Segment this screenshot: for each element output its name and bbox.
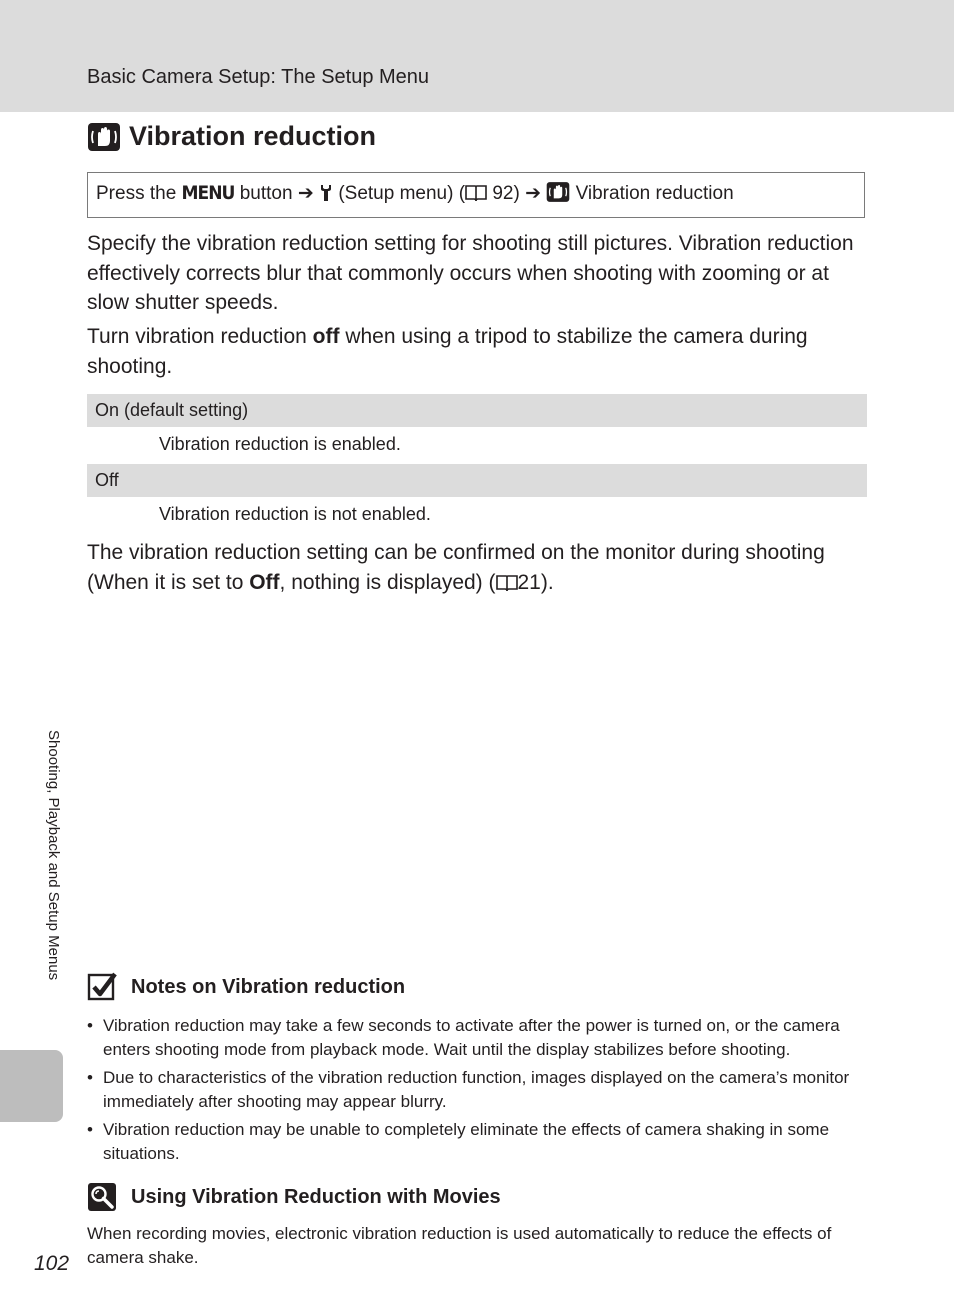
option-desc-off: Vibration reduction is not enabled. (159, 504, 431, 524)
setup-wrench-icon (319, 184, 333, 202)
list-item (87, 1118, 867, 1166)
intro-paragraph: Specify the vibration reduction setting for shooting still pictures. Vibration reduction effectively corrects blur that commonly occurs when shooting with zooming or at slow shutter speeds. (87, 232, 854, 314)
menu-path-box (87, 172, 865, 218)
nav-press-text: Press the (96, 183, 177, 204)
confirm-text-bold: Off (249, 570, 280, 594)
tripod-text-bold: off (312, 325, 340, 348)
notes-list (87, 1014, 867, 1170)
bullet-icon: • (87, 1016, 93, 1035)
bullet-icon: • (87, 1068, 93, 1087)
magnifier-icon (87, 1182, 117, 1212)
movies-text: When recording movies, electronic vibration reduction is used automatically to reduce the effects of camera shake. (87, 1224, 832, 1267)
arrow-icon: ➔ (297, 183, 314, 204)
list-item-text: Vibration reduction may be unable to completely eliminate the effects of camera shaking in some situations. (103, 1120, 830, 1163)
confirm-text-mid: , nothing is displayed) ( (279, 570, 496, 594)
tripod-paragraph (87, 322, 867, 381)
confirm-page-ref: 21). (517, 570, 554, 594)
page-reference-icon (496, 574, 518, 592)
list-item (87, 1014, 867, 1062)
tripod-text-pre: Turn vibration reduction (87, 325, 313, 348)
section-heading (87, 121, 376, 152)
page-number: 102 (34, 1252, 70, 1275)
list-item-text: Vibration reduction may take a few seconds to activate after the power is turned on, or the camera enters shooting mode from playback mode. Wait until the display stabilizes before shooting. (103, 1016, 840, 1059)
nav-target-text: Vibration reduction (575, 183, 734, 204)
side-section-tab (0, 1050, 63, 1122)
menu-button-glyph: MENU (181, 182, 235, 204)
section-title: Vibration reduction (129, 121, 377, 151)
nav-button-text: button (239, 183, 293, 204)
option-desc-on: Vibration reduction is enabled. (159, 434, 401, 454)
nav-setup-text: (Setup menu) ( (338, 183, 466, 204)
vibration-reduction-icon (87, 122, 121, 152)
confirm-paragraph (87, 538, 867, 597)
list-item-text: Due to characteristics of the vibration reduction function, images displayed on the camera’s monitor immediately after shooting may appear blurry. (103, 1068, 850, 1111)
option-row-on: On (default setting) (87, 394, 867, 427)
movies-heading (87, 1182, 501, 1212)
movies-title: Using Vibration Reduction with Movies (131, 1185, 501, 1208)
header-title: Basic Camera Setup: The Setup Menu (87, 66, 430, 88)
notes-title: Notes on Vibration reduction (131, 975, 406, 998)
vibration-reduction-icon (546, 181, 570, 203)
header-band (0, 0, 954, 112)
side-section-label: Shooting, Playback and Setup Menus (45, 730, 62, 981)
nav-page-ref: 92) (492, 183, 520, 204)
option-row-off: Off (87, 464, 867, 497)
tripod-text-post: when using a tripod to stabilize the camera during shooting. (87, 325, 808, 378)
page-reference-icon (465, 184, 487, 202)
bullet-icon: • (87, 1120, 93, 1139)
list-item (87, 1066, 867, 1114)
notes-heading (87, 972, 405, 1002)
confirm-text-pre: The vibration reduction setting can be confirmed on the monitor during shooting (When it is set to (87, 541, 825, 594)
arrow-icon: ➔ (525, 183, 541, 204)
check-icon (87, 972, 117, 1002)
